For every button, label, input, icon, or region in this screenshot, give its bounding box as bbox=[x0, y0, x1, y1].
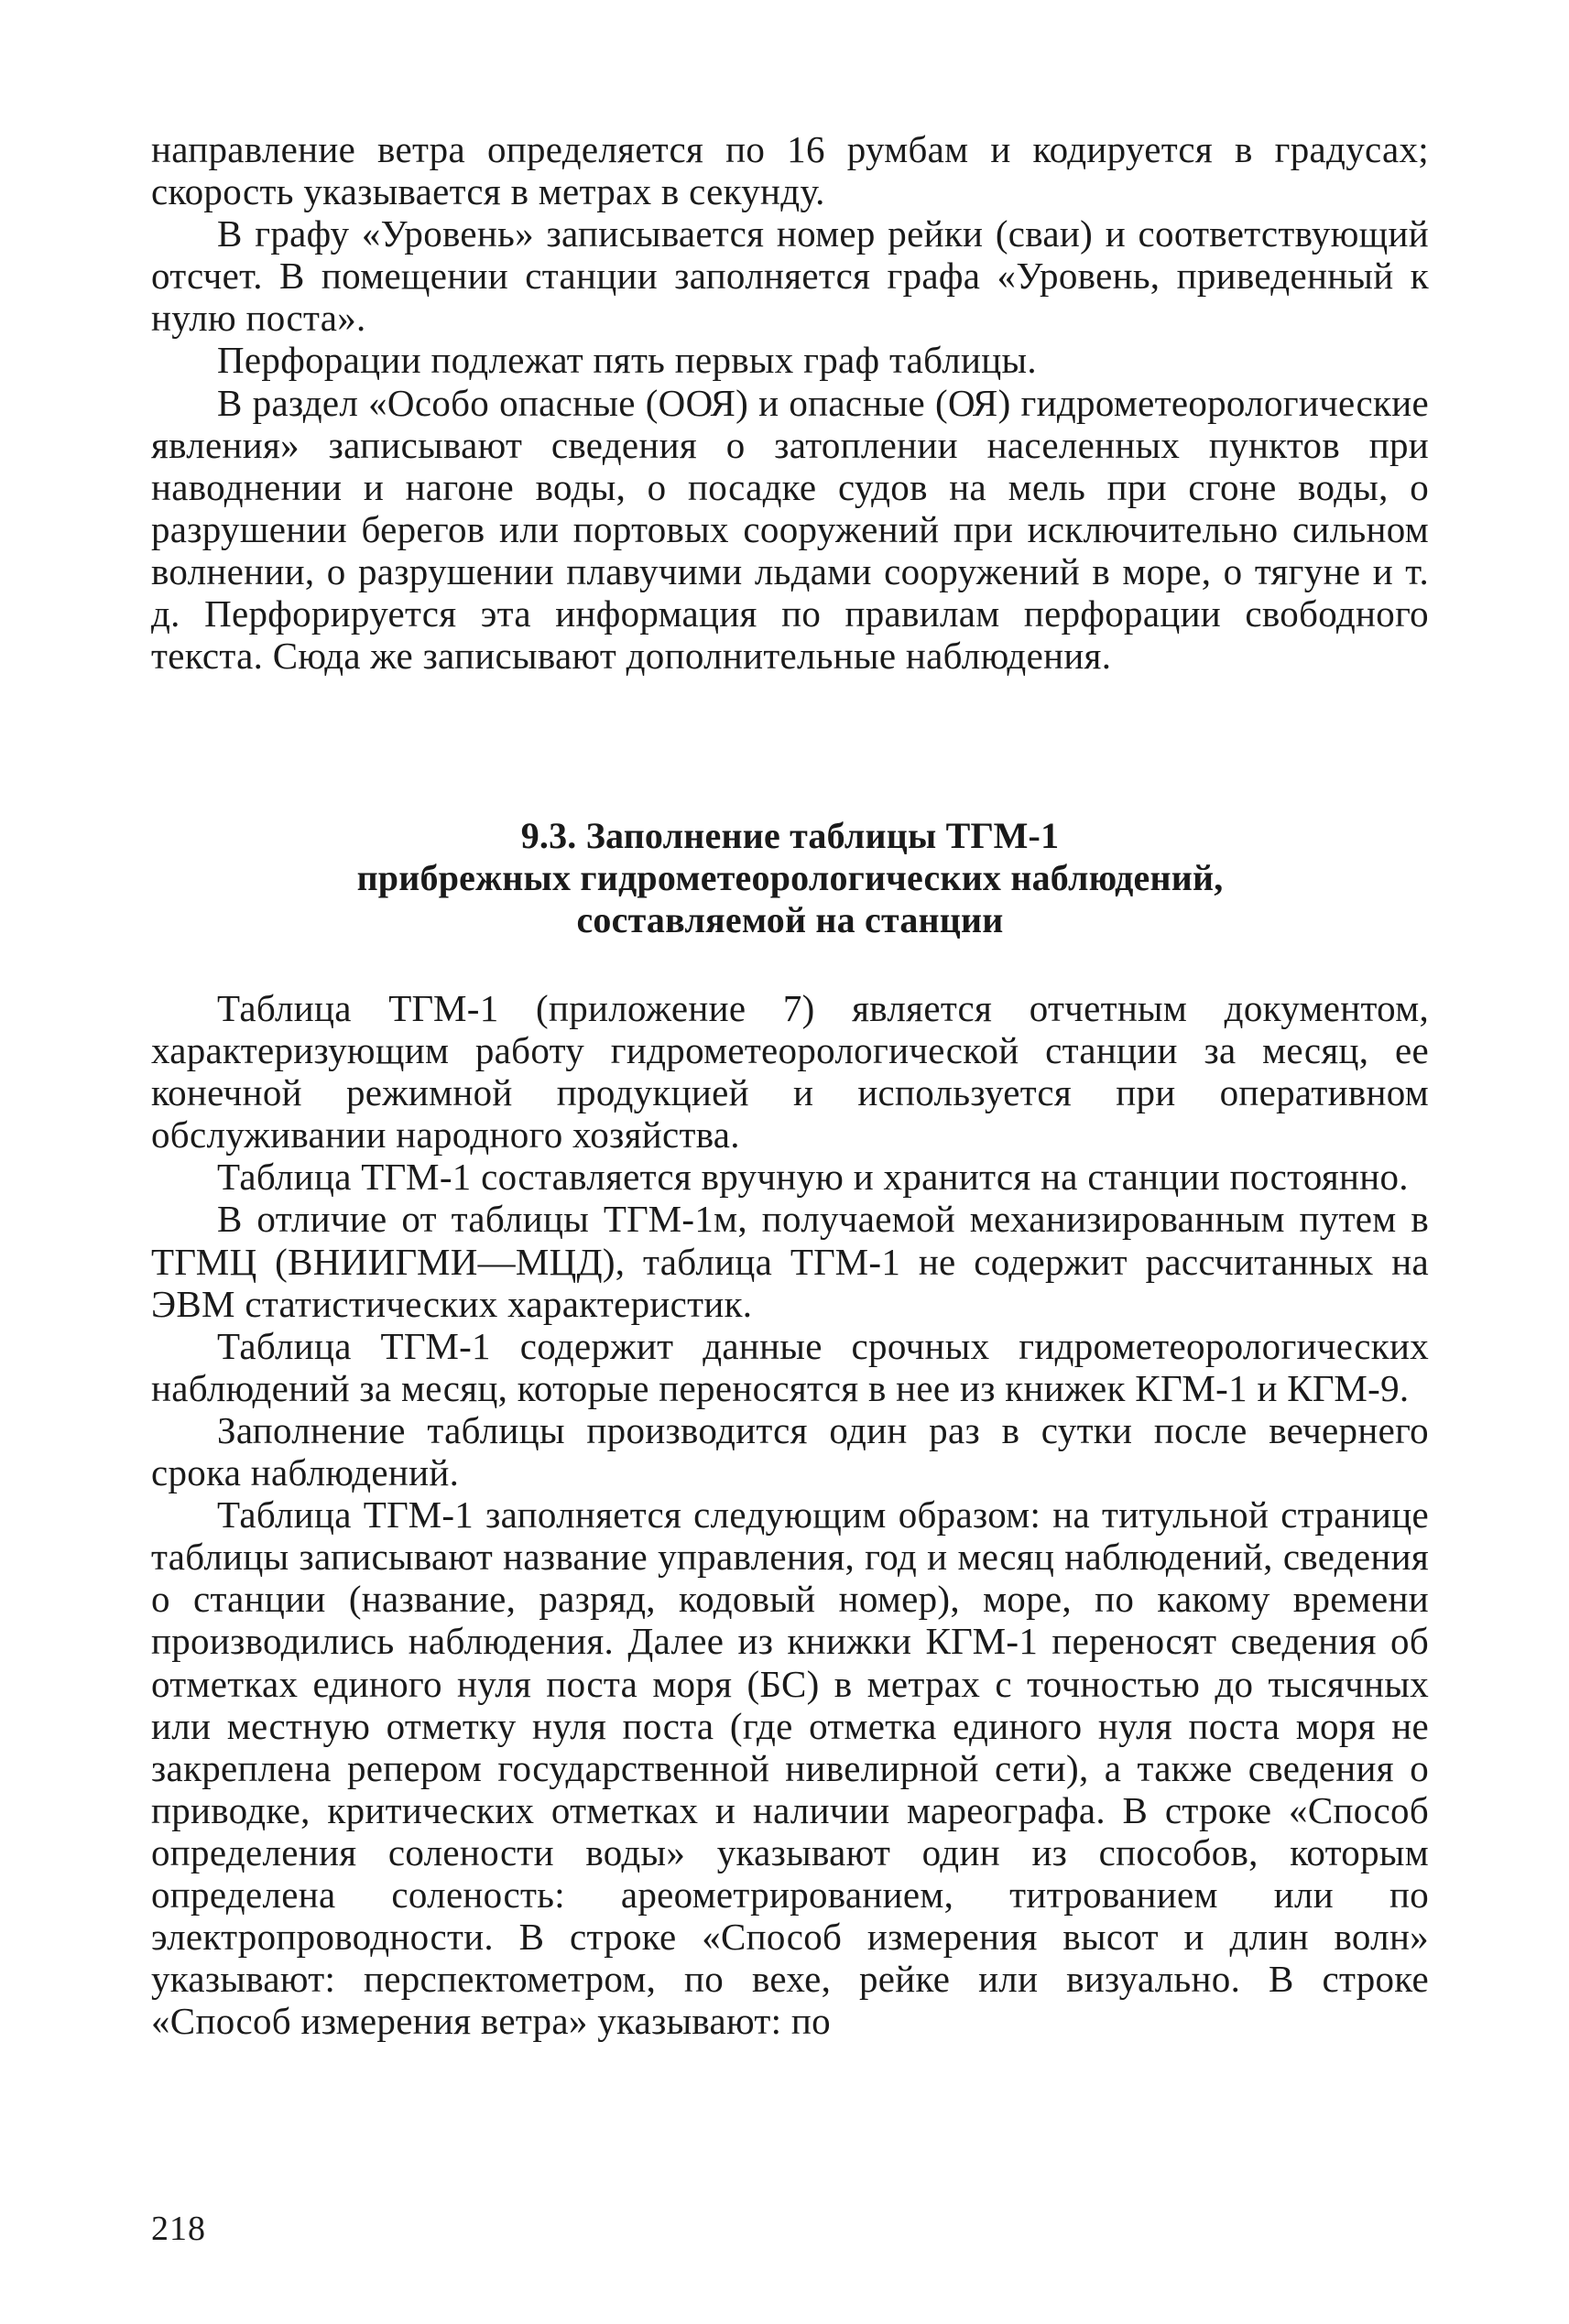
section-heading bbox=[151, 815, 1429, 941]
paragraph-tgm1-purpose: Таблица ТГМ-1 (приложение 7) является отчетным документом, характеризующим работу гидрометеорологической станции за месяц, ее конечной режимной продукцией и используется при оперативном обслуживании народного хозяйства. bbox=[151, 987, 1429, 1157]
page-number: 218 bbox=[151, 2210, 206, 2248]
paragraph-level-column: В графу «Уровень» записывается номер рейки (сваи) и соответствующий отсчет. В помещении станции заполняется графа «Уровень, приведенный к нулю поста». bbox=[151, 212, 1429, 340]
top-text-block bbox=[151, 128, 1429, 677]
paragraph-fill-procedure: Таблица ТГМ-1 заполняется следующим образом: на титульной странице таблицы записывают название управления, год и месяц наблюдений, сведения о станции (название, разряд, кодовый номер), море, по какому времени производились наблюдения. Далее из книжки КГМ-1 переносят сведения об отметках единого нуля поста моря (БС) в метрах с точностью до тысячных или местную отметку нуля поста (где отметка единого нуля поста моря не закреплена репером государственной нивелирной сети), а также сведения о приводке, критических отметках и наличии мареографа. В строке «Способ определения солености воды» указывают один из способов, которым определена соленость: ареометрированием, титрованием или по электропроводности. В строке «Способ измерения высот и длин волн» указывают: перспектометром, по вехе, рейке или визуально. В строке «Способ измерения ветра» указывают: по bbox=[151, 1493, 1429, 2043]
paragraph-tgm1m-difference: В отличие от таблицы ТГМ-1м, получаемой механизированным путем в ТГМЦ (ВНИИГМИ—МЦД), таблица ТГМ-1 не содержит рассчитанных на ЭВМ статистических характеристик. bbox=[151, 1198, 1429, 1325]
paragraph-fill-frequency: Заполнение таблицы производится один раз в сутки после вечернего срока наблюдений. bbox=[151, 1408, 1429, 1494]
paragraph-tgm1-contents: Таблица ТГМ-1 содержит данные срочных гидрометеорологических наблюдений за месяц, которые переносятся в нее из книжек КГМ-1 и КГМ-9. bbox=[151, 1324, 1429, 1409]
section-heading-line-2: прибрежных гидрометеорологических наблюдений, bbox=[356, 857, 1224, 898]
section-heading-line-1: 9.3. Заполнение таблицы ТГМ-1 bbox=[520, 815, 1060, 856]
section-text-block bbox=[151, 987, 1429, 2042]
paragraph-tgm1-manual: Таблица ТГМ-1 составляется вручную и хранится на станции постоянно. bbox=[217, 1156, 1409, 1199]
paragraph-hazardous-phenomena: В раздел «Особо опасные (ООЯ) и опасные (ОЯ) гидрометеорологические явления» записывают сведения о затоплении населенных пунктов при наводнении и нагоне воды, о посадке судов на мель при сгоне воды, о разрушении берегов или портовых сооружений при исключительно сильном волнении, о разрушении плавучими льдами сооружений в море, о тягуне и т. д. Перфорируется эта информация по правилам перфорации свободного текста. Сюда же записывают дополнительные наблюдения. bbox=[151, 381, 1429, 678]
paragraph-perforation: Перфорации подлежат пять первых граф таблицы. bbox=[217, 339, 1037, 382]
section-heading-line-3: составляемой на станции bbox=[576, 899, 1004, 940]
paragraph-wind-direction: направление ветра определяется по 16 румбам и кодируется в градусах; скорость указывается в метрах в секунду. bbox=[151, 128, 1429, 213]
